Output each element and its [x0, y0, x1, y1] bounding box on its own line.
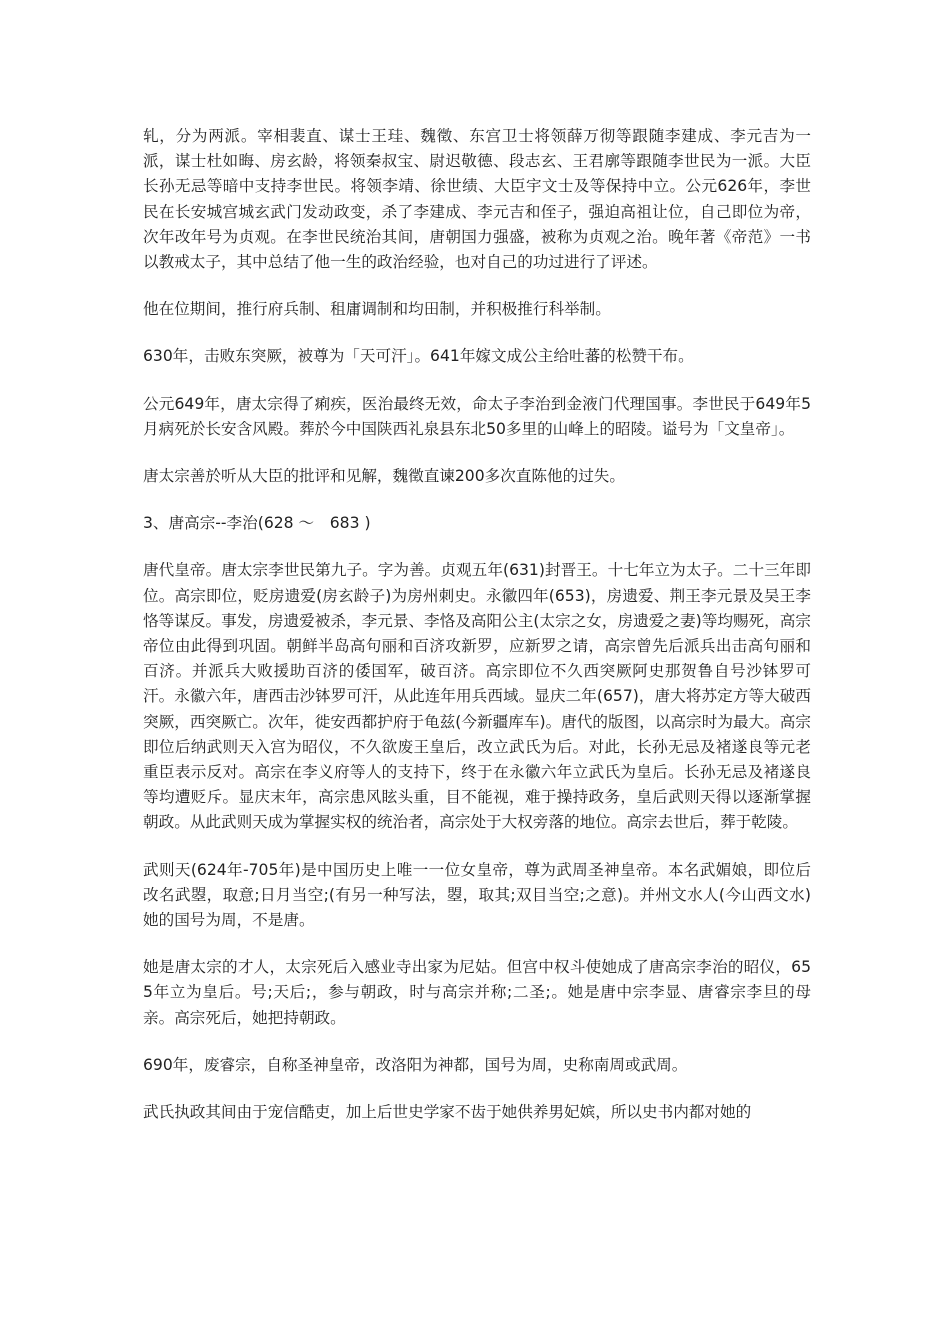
paragraph-gaozong-reign: 唐代皇帝。唐太宗李世民第九子。字为善。贞观五年(631)封晋王。十七年立为太子。二十三年即位。高宗即位，贬房遗爱(房玄龄子)为房州刺史。永徽四年(653)，房遗爱、荆王李元景及吴王李恪等谋反。事发，房遗爱被杀，李元景、李恪及高阳公主(太宗之女，房遗爱之妻)等均赐死，高宗帝位由此得到巩固。朝鲜半岛高句丽和百济攻新罗，应新罗之请，高宗曾先后派兵出击高句丽和百济。并派兵大败援助百济的倭国军，破百济。高宗即位不久西突厥阿史那贺鲁自号沙钵罗可汗。永徽六年，唐西击沙钵罗可汗，从此连年用兵西域。显庆二年(657)，唐大将苏定方等大破西突厥，西突厥亡。次年，徙安西都护府于龟兹(今新疆库车)。唐代的版图，以高宗时为最大。高宗即位后纳武则天入宫为昭仪，不久欲废王皇后，改立武氏为后。对此，长孙无忌及褚遂良等元老重臣表示反对。高宗在李义府等人的支持下，终于在永徽六年立武氏为皇后。长孙无忌及褚遂良等均遭贬斥。显庆末年，高宗患风眩头重，目不能视，难于操持政务，皇后武则天得以逐渐掌握朝政。从此武则天成为掌握实权的统治者，高宗处于大权旁落的地位。高宗去世后，葬于乾陵。 [143, 561, 811, 832]
paragraph-policies: 他在位期间，推行府兵制、租庸调制和均田制，并积极推行科举制。 [143, 300, 611, 319]
document-page [143, 124, 811, 1147]
paragraph-wu-zetian-rise: 她是唐太宗的才人，太宗死后入感业寺出家为尼姑。但宫中权斗使她成了唐高宗李治的昭仪，655年立为皇后。号;天后;，参与朝政，时与高宗并称;二圣;。她是唐中宗李显、唐睿宗李旦的母亲。高宗死后，她把持朝政。 [143, 958, 811, 1027]
paragraph-wu-zhou: 690年，废睿宗，自称圣神皇帝，改洛阳为神都，国号为周，史称南周或武周。 [143, 1055, 688, 1074]
paragraph-wei-zheng: 唐太宗善於听从大臣的批评和见解，魏徵直谏200多次直陈他的过失。 [143, 467, 625, 486]
paragraph-wu-zetian-intro: 武则天(624年-705年)是中国历史上唯一一位女皇帝，尊为武周圣神皇帝。本名武媚娘，即位后改名武曌，取意;日月当空;(有另一种写法，曌，取其;双目当空;之意)。并州文水人(今山西文水)她的国号为周，不是唐。 [143, 860, 811, 930]
paragraph-tian-khagan: 630年，击败东突厥，被尊为「天可汗」。641年嫁文成公主给吐蕃的松赞干布。 [143, 347, 694, 366]
paragraph-wu-rule: 武氏执政其间由于宠信酷吏，加上后世史学家不齿于她供养男妃嫔，所以史书内都对她的 [143, 1103, 752, 1122]
paragraph-xuanwu-gate: 轧，分为两派。宰相裴直、谋士王珪、魏徵、东宫卫士将领薛万彻等跟随李建成、李元吉为一派，谋士杜如晦、房玄龄，将领秦叔宝、尉迟敬德、段志玄、王君廓等跟随李世民为一派。大臣长孙无忌等暗中支持李世民。将领李靖、徐世绩、大臣宇文士及等保持中立。公元626年，李世民在长安城宫城玄武门发动政变，杀了李建成、李元吉和侄子，强迫高祖让位，自己即位为帝，次年改年号为贞观。在李世民统治其间，唐朝国力强盛，被称为贞观之治。晚年著《帝范》一书以教戒太子，其中总结了他一生的政治经验，也对自己的功过进行了评述。 [143, 127, 811, 272]
paragraph-death-of-taizong: 公元649年，唐太宗得了痢疾，医治最终无效，命太子李治到金液门代理国事。李世民于649年5月病死於长安含风殿。葬於今中国陕西礼泉县东北50多里的山峰上的昭陵。谥号为「文皇帝」。 [143, 394, 811, 438]
section-heading-gaozong: 3、唐高宗--李治(628 ～ 683 ) [143, 514, 371, 533]
